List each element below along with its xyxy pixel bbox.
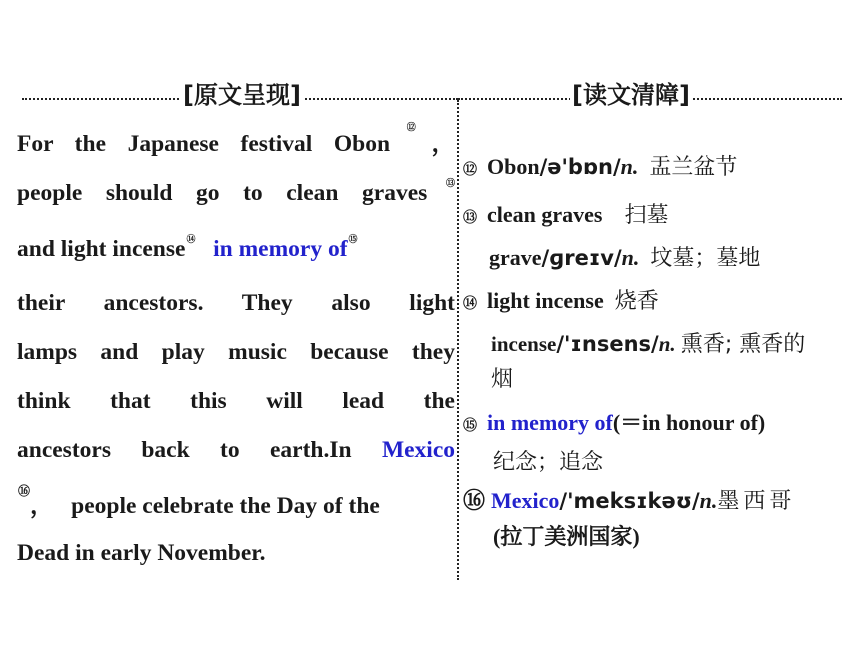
passage-line: their ancestors. They also light [17, 290, 455, 316]
highlight-word: Mexico [381, 437, 456, 463]
note-item: ⑫ Obon/ə'bɒn/n. 盂兰盆节 [463, 154, 738, 180]
passage-line: For the Japanese festival Obon⑫， [17, 122, 455, 157]
passage-line: people should go to clean graves⑬ [17, 178, 455, 206]
passage-line: and light incense⑭ in memory of⑮ [17, 234, 358, 262]
note-item: grave/ɡreɪv/n. 坟墓；墓地 [489, 245, 761, 271]
note-item-continuation: 纪念；追念 [493, 450, 604, 475]
note-item: ⑮ in memory of(＝in honour of) [463, 410, 766, 435]
note-item-continuation: (拉丁美洲国家) [493, 524, 640, 549]
note-item: incense/'ɪnsens/n. 熏香; 熏香的 [491, 332, 806, 357]
highlight-phrase: in memory of [213, 236, 348, 262]
passage-line: ⑯， people celebrate the Day of the [18, 484, 380, 519]
passage-line: lamps and play music because they [17, 339, 455, 365]
note-item: ⑬ clean graves 扫墓 [463, 202, 669, 228]
note-item: ⑯ Mexico/'meksɪkəʊ/n.墨西哥 [463, 488, 796, 514]
original-text-header: [原文呈现] [183, 81, 301, 109]
note-item-continuation: 烟 [491, 367, 514, 392]
note-item: ⑭ light incense 烧香 [463, 288, 659, 314]
notes-header: [读文清障] [572, 81, 690, 109]
passage-line: ancestors back to earth.In Mexico [17, 437, 456, 463]
column-divider [457, 100, 459, 580]
passage-line: Dead in early November. [17, 540, 266, 566]
passage-line: think that this will lead the [17, 388, 455, 414]
